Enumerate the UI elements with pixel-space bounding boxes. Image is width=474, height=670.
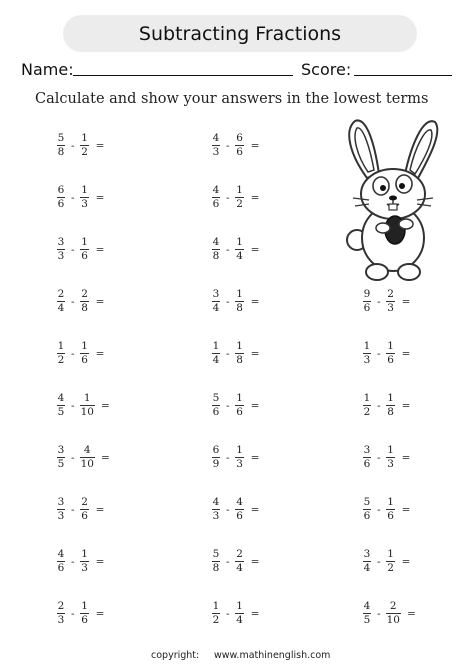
numerator: 4 bbox=[212, 236, 220, 248]
first-fraction bbox=[211, 601, 221, 626]
first-fraction bbox=[56, 237, 66, 262]
first-fraction bbox=[211, 133, 221, 158]
minus-sign: - bbox=[71, 555, 75, 568]
fraction-problem bbox=[211, 289, 259, 314]
denominator: 3 bbox=[387, 458, 394, 470]
numerator: 6 bbox=[212, 444, 220, 456]
first-fraction bbox=[56, 133, 66, 158]
fraction-problem bbox=[56, 237, 104, 262]
denominator: 3 bbox=[363, 354, 371, 366]
denominator: 3 bbox=[212, 146, 220, 158]
minus-sign: - bbox=[71, 399, 75, 412]
equals-sign: = bbox=[401, 347, 411, 360]
denominator: 6 bbox=[387, 510, 394, 522]
fraction-problem bbox=[362, 549, 410, 574]
fraction-problem bbox=[56, 341, 104, 366]
bunny-illustration bbox=[343, 116, 439, 286]
numerator: 1 bbox=[236, 392, 243, 404]
minus-sign: - bbox=[71, 503, 75, 516]
minus-sign: - bbox=[377, 607, 381, 620]
denominator: 8 bbox=[236, 302, 243, 314]
denominator: 2 bbox=[236, 198, 243, 210]
second-fraction bbox=[80, 601, 90, 626]
equals-sign: = bbox=[95, 191, 105, 204]
first-fraction bbox=[56, 601, 66, 626]
numerator: 1 bbox=[212, 600, 220, 612]
minus-sign: - bbox=[377, 451, 381, 464]
second-fraction bbox=[386, 549, 396, 574]
denominator: 3 bbox=[57, 614, 65, 626]
equals-sign: = bbox=[250, 243, 260, 256]
second-fraction bbox=[235, 289, 245, 314]
first-fraction bbox=[56, 445, 66, 470]
second-fraction bbox=[386, 393, 396, 418]
first-fraction bbox=[211, 341, 221, 366]
first-fraction bbox=[211, 237, 221, 262]
denominator: 8 bbox=[387, 406, 394, 418]
numerator: 6 bbox=[236, 132, 243, 144]
numerator: 3 bbox=[363, 444, 371, 456]
numerator: 1 bbox=[83, 392, 91, 404]
minus-sign: - bbox=[226, 191, 230, 204]
second-fraction bbox=[235, 549, 245, 574]
first-fraction bbox=[362, 289, 372, 314]
denominator: 2 bbox=[81, 146, 88, 158]
second-fraction bbox=[80, 341, 90, 366]
denominator: 4 bbox=[236, 250, 243, 262]
equals-sign: = bbox=[401, 503, 411, 516]
denominator: 8 bbox=[81, 302, 88, 314]
minus-sign: - bbox=[377, 503, 381, 516]
denominator: 8 bbox=[212, 562, 220, 574]
numerator: 1 bbox=[81, 236, 88, 248]
numerator: 2 bbox=[81, 496, 88, 508]
name-label: Name: bbox=[21, 60, 74, 79]
denominator: 3 bbox=[57, 250, 65, 262]
first-fraction bbox=[362, 445, 372, 470]
denominator: 5 bbox=[57, 406, 65, 418]
denominator: 10 bbox=[386, 614, 400, 626]
denominator: 3 bbox=[57, 510, 65, 522]
numerator: 2 bbox=[81, 288, 88, 300]
page-title: Subtracting Fractions bbox=[138, 22, 342, 45]
minus-sign: - bbox=[71, 139, 75, 152]
title-banner bbox=[63, 15, 417, 52]
minus-sign: - bbox=[226, 451, 230, 464]
equals-sign: = bbox=[250, 139, 260, 152]
fraction-problem bbox=[211, 341, 259, 366]
minus-sign: - bbox=[226, 347, 230, 360]
numerator: 3 bbox=[212, 288, 220, 300]
second-fraction bbox=[80, 289, 90, 314]
numerator: 1 bbox=[236, 340, 243, 352]
numerator: 6 bbox=[57, 184, 65, 196]
minus-sign: - bbox=[377, 295, 381, 308]
first-fraction bbox=[211, 393, 221, 418]
first-fraction bbox=[211, 549, 221, 574]
numerator: 4 bbox=[212, 184, 220, 196]
numerator: 1 bbox=[81, 600, 88, 612]
first-fraction bbox=[56, 549, 66, 574]
first-fraction bbox=[56, 289, 66, 314]
fraction-problem bbox=[56, 549, 104, 574]
numerator: 3 bbox=[57, 444, 65, 456]
second-fraction bbox=[235, 393, 245, 418]
numerator: 4 bbox=[57, 548, 65, 560]
numerator: 2 bbox=[387, 288, 394, 300]
numerator: 4 bbox=[212, 132, 220, 144]
fraction-problem bbox=[56, 133, 104, 158]
denominator: 6 bbox=[363, 458, 371, 470]
equals-sign: = bbox=[100, 451, 110, 464]
fraction-problem bbox=[362, 393, 410, 418]
numerator: 1 bbox=[387, 340, 394, 352]
denominator: 6 bbox=[57, 198, 65, 210]
denominator: 4 bbox=[236, 614, 243, 626]
numerator: 3 bbox=[57, 496, 65, 508]
numerator: 1 bbox=[57, 340, 65, 352]
numerator: 1 bbox=[81, 340, 88, 352]
equals-sign: = bbox=[250, 555, 260, 568]
denominator: 6 bbox=[81, 250, 88, 262]
equals-sign: = bbox=[95, 503, 105, 516]
denominator: 6 bbox=[363, 510, 371, 522]
second-fraction bbox=[386, 341, 396, 366]
denominator: 5 bbox=[57, 458, 65, 470]
first-fraction bbox=[211, 289, 221, 314]
minus-sign: - bbox=[226, 139, 230, 152]
equals-sign: = bbox=[100, 399, 110, 412]
minus-sign: - bbox=[71, 295, 75, 308]
equals-sign: = bbox=[401, 451, 411, 464]
denominator: 8 bbox=[236, 354, 243, 366]
numerator: 2 bbox=[57, 288, 65, 300]
second-fraction bbox=[80, 445, 95, 470]
fraction-problem bbox=[211, 393, 259, 418]
denominator: 4 bbox=[363, 562, 371, 574]
copyright-site: www.mathinenglish.com bbox=[214, 650, 331, 661]
denominator: 3 bbox=[236, 458, 243, 470]
fraction-problem bbox=[211, 497, 259, 522]
denominator: 9 bbox=[212, 458, 220, 470]
numerator: 1 bbox=[236, 600, 243, 612]
equals-sign: = bbox=[250, 191, 260, 204]
equals-sign: = bbox=[250, 607, 260, 620]
numerator: 2 bbox=[57, 600, 65, 612]
fraction-problem bbox=[362, 341, 410, 366]
denominator: 2 bbox=[212, 614, 220, 626]
equals-sign: = bbox=[95, 347, 105, 360]
second-fraction bbox=[80, 133, 90, 158]
fraction-problem bbox=[211, 237, 259, 262]
minus-sign: - bbox=[71, 243, 75, 256]
denominator: 4 bbox=[212, 302, 220, 314]
minus-sign: - bbox=[71, 347, 75, 360]
numerator: 5 bbox=[212, 548, 220, 560]
equals-sign: = bbox=[401, 295, 411, 308]
denominator: 6 bbox=[212, 406, 220, 418]
numerator: 5 bbox=[212, 392, 220, 404]
denominator: 6 bbox=[57, 562, 65, 574]
first-fraction bbox=[362, 497, 372, 522]
denominator: 3 bbox=[212, 510, 220, 522]
second-fraction bbox=[80, 185, 90, 210]
numerator: 1 bbox=[363, 340, 371, 352]
denominator: 6 bbox=[81, 510, 88, 522]
minus-sign: - bbox=[226, 503, 230, 516]
fraction-problem bbox=[56, 445, 110, 470]
equals-sign: = bbox=[250, 503, 260, 516]
numerator: 1 bbox=[212, 340, 220, 352]
denominator: 4 bbox=[236, 562, 243, 574]
fraction-problem bbox=[56, 601, 104, 626]
minus-sign: - bbox=[377, 399, 381, 412]
numerator: 1 bbox=[81, 184, 88, 196]
second-fraction bbox=[235, 601, 245, 626]
denominator: 6 bbox=[236, 406, 243, 418]
first-fraction bbox=[362, 549, 372, 574]
denominator: 10 bbox=[80, 458, 94, 470]
second-fraction bbox=[386, 601, 401, 626]
minus-sign: - bbox=[226, 555, 230, 568]
second-fraction bbox=[80, 497, 90, 522]
minus-sign: - bbox=[71, 607, 75, 620]
numerator: 4 bbox=[83, 444, 91, 456]
fraction-problem bbox=[362, 601, 416, 626]
second-fraction bbox=[235, 237, 245, 262]
minus-sign: - bbox=[226, 399, 230, 412]
numerator: 5 bbox=[57, 132, 65, 144]
minus-sign: - bbox=[226, 607, 230, 620]
numerator: 3 bbox=[57, 236, 65, 248]
fraction-problem bbox=[362, 289, 410, 314]
denominator: 8 bbox=[212, 250, 220, 262]
equals-sign: = bbox=[406, 607, 416, 620]
copyright-label: copyright: bbox=[151, 650, 200, 661]
numerator: 1 bbox=[81, 132, 88, 144]
denominator: 2 bbox=[363, 406, 371, 418]
denominator: 6 bbox=[363, 302, 371, 314]
equals-sign: = bbox=[250, 347, 260, 360]
equals-sign: = bbox=[95, 139, 105, 152]
numerator: 1 bbox=[236, 288, 243, 300]
numerator: 9 bbox=[363, 288, 371, 300]
fraction-problem bbox=[56, 289, 104, 314]
denominator: 6 bbox=[236, 510, 243, 522]
fraction-problem bbox=[211, 549, 259, 574]
numerator: 1 bbox=[236, 444, 243, 456]
second-fraction bbox=[386, 289, 396, 314]
denominator: 3 bbox=[81, 562, 88, 574]
numerator: 2 bbox=[236, 548, 243, 560]
second-fraction bbox=[386, 445, 396, 470]
numerator: 1 bbox=[363, 392, 371, 404]
numerator: 1 bbox=[387, 496, 394, 508]
minus-sign: - bbox=[377, 555, 381, 568]
first-fraction bbox=[362, 393, 372, 418]
second-fraction bbox=[386, 497, 396, 522]
minus-sign: - bbox=[226, 295, 230, 308]
minus-sign: - bbox=[226, 243, 230, 256]
denominator: 6 bbox=[81, 614, 88, 626]
fraction-problem bbox=[211, 445, 259, 470]
numerator: 1 bbox=[236, 184, 243, 196]
numerator: 2 bbox=[389, 600, 397, 612]
numerator: 1 bbox=[387, 548, 394, 560]
second-fraction bbox=[235, 445, 245, 470]
second-fraction bbox=[80, 237, 90, 262]
first-fraction bbox=[56, 341, 66, 366]
instructions: Calculate and show your answers in the lowest terms bbox=[35, 91, 429, 107]
second-fraction bbox=[235, 341, 245, 366]
fraction-problem bbox=[56, 185, 104, 210]
numerator: 1 bbox=[387, 392, 394, 404]
fraction-problem bbox=[56, 393, 110, 418]
fraction-problem bbox=[211, 185, 259, 210]
denominator: 4 bbox=[212, 354, 220, 366]
denominator: 6 bbox=[212, 198, 220, 210]
numerator: 1 bbox=[236, 236, 243, 248]
first-fraction bbox=[211, 445, 221, 470]
denominator: 10 bbox=[80, 406, 94, 418]
second-fraction bbox=[235, 185, 245, 210]
denominator: 3 bbox=[81, 198, 88, 210]
equals-sign: = bbox=[250, 295, 260, 308]
equals-sign: = bbox=[250, 399, 260, 412]
fraction-problem bbox=[362, 497, 410, 522]
second-fraction bbox=[80, 393, 95, 418]
denominator: 6 bbox=[81, 354, 88, 366]
numerator: 1 bbox=[387, 444, 394, 456]
first-fraction bbox=[362, 341, 372, 366]
equals-sign: = bbox=[401, 555, 411, 568]
equals-sign: = bbox=[95, 295, 105, 308]
numerator: 5 bbox=[363, 496, 371, 508]
denominator: 6 bbox=[236, 146, 243, 158]
first-fraction bbox=[56, 393, 66, 418]
numerator: 1 bbox=[81, 548, 88, 560]
equals-sign: = bbox=[401, 399, 411, 412]
second-fraction bbox=[80, 549, 90, 574]
fraction-problem bbox=[362, 445, 410, 470]
denominator: 6 bbox=[387, 354, 394, 366]
equals-sign: = bbox=[95, 607, 105, 620]
equals-sign: = bbox=[95, 555, 105, 568]
second-fraction bbox=[235, 497, 245, 522]
first-fraction bbox=[56, 185, 66, 210]
denominator: 3 bbox=[387, 302, 394, 314]
numerator: 4 bbox=[236, 496, 243, 508]
denominator: 5 bbox=[363, 614, 371, 626]
score-line bbox=[354, 75, 452, 76]
denominator: 4 bbox=[57, 302, 65, 314]
fraction-problem bbox=[211, 133, 259, 158]
equals-sign: = bbox=[250, 451, 260, 464]
denominator: 2 bbox=[387, 562, 394, 574]
numerator: 4 bbox=[363, 600, 371, 612]
minus-sign: - bbox=[71, 191, 75, 204]
name-line bbox=[73, 75, 293, 76]
second-fraction bbox=[235, 133, 245, 158]
fraction-problem bbox=[211, 601, 259, 626]
minus-sign: - bbox=[71, 451, 75, 464]
fraction-problem bbox=[56, 497, 104, 522]
first-fraction bbox=[211, 185, 221, 210]
denominator: 2 bbox=[57, 354, 65, 366]
numerator: 4 bbox=[212, 496, 220, 508]
equals-sign: = bbox=[95, 243, 105, 256]
score-label: Score: bbox=[301, 60, 352, 79]
minus-sign: - bbox=[377, 347, 381, 360]
first-fraction bbox=[362, 601, 372, 626]
denominator: 8 bbox=[57, 146, 65, 158]
numerator: 4 bbox=[57, 392, 65, 404]
first-fraction bbox=[56, 497, 66, 522]
numerator: 3 bbox=[363, 548, 371, 560]
first-fraction bbox=[211, 497, 221, 522]
